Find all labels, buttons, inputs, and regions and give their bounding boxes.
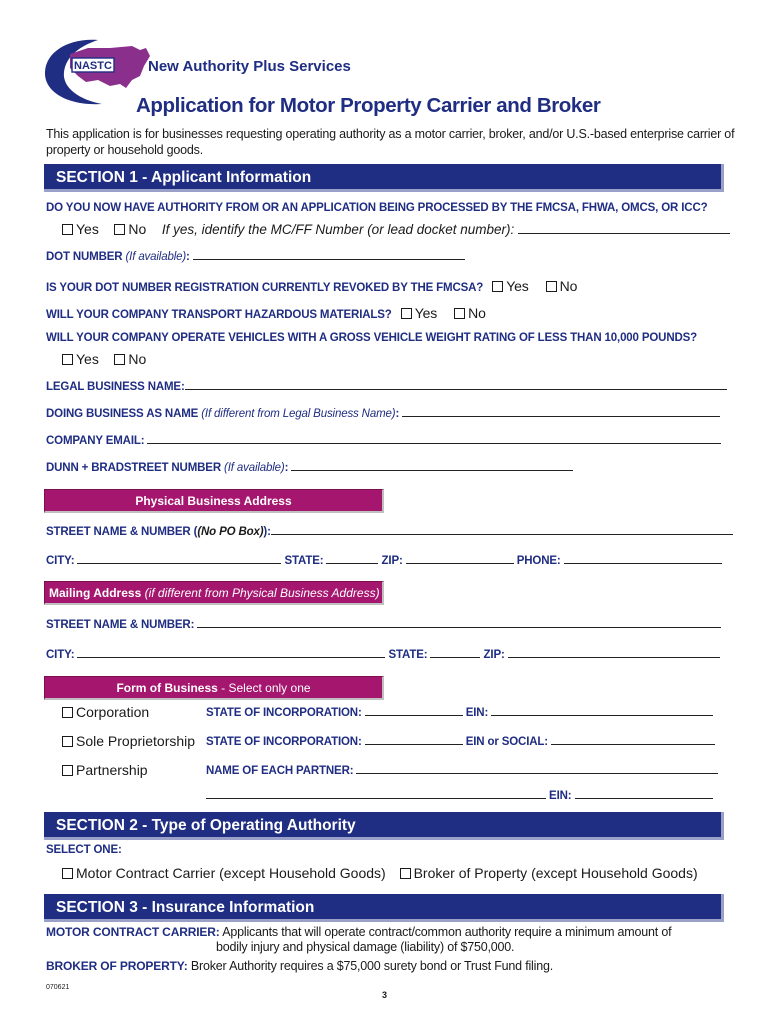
legal-name-field[interactable] <box>185 379 727 390</box>
corp-ein-field[interactable] <box>491 705 713 716</box>
dunn-field[interactable] <box>291 460 573 471</box>
authority-no-label: No <box>128 221 147 237</box>
email-field[interactable] <box>147 433 721 444</box>
carrier-option[interactable] <box>62 865 386 881</box>
revoked-yes-checkbox[interactable] <box>492 281 503 292</box>
gvwr-no-label: No <box>128 351 147 367</box>
physical-street-field[interactable] <box>271 524 733 535</box>
hazmat-yes-checkbox[interactable] <box>401 308 412 319</box>
partner-ein-field[interactable] <box>575 788 713 799</box>
physical-state-field[interactable] <box>326 553 378 564</box>
mailing-state-label: STATE: <box>388 649 428 661</box>
page-number: 3 <box>382 990 388 1000</box>
gvwr-yes-checkbox[interactable] <box>62 354 73 365</box>
mailing-address-bar <box>44 581 384 605</box>
mailing-address-note: (if different from Physical Business Address) <box>144 586 380 600</box>
dot-number-field[interactable] <box>193 249 465 260</box>
dunn-note: (If available) <box>224 462 285 474</box>
broker-option[interactable] <box>400 865 698 881</box>
form-of-business-bar <box>44 676 384 700</box>
partner-names-field-2[interactable] <box>206 788 546 799</box>
corp-state-inc-field[interactable] <box>365 705 463 716</box>
corp-ein-label: EIN: <box>465 707 489 719</box>
revoked-no-label: No <box>559 278 578 294</box>
mailing-address-title: Mailing Address <box>49 586 142 600</box>
authority-yes-label: Yes <box>76 221 99 237</box>
dunn-row: DUNN + BRADSTREET NUMBER (If available): <box>46 460 573 474</box>
hazmat-question: WILL YOUR COMPANY TRANSPORT HAZARDOUS MATERIALS? <box>46 309 392 321</box>
broker-insurance-line: Broker Authority requires a $75,000 surety bond or Trust Fund filing. <box>190 959 553 973</box>
dba-label: DOING BUSINESS AS NAME <box>46 408 199 420</box>
page-title: Application for Motor Property Carrier and Broker <box>136 94 601 117</box>
form-of-business-note: - Select only one <box>221 681 311 695</box>
revoked-no-checkbox[interactable] <box>546 281 557 292</box>
hazmat-no-label: No <box>468 305 486 321</box>
physical-phone-label: PHONE: <box>516 555 561 567</box>
hazmat-no-checkbox[interactable] <box>454 308 465 319</box>
revoked-yes-label: Yes <box>506 278 529 294</box>
mc-number-field[interactable] <box>518 223 730 234</box>
legal-name-row <box>46 379 727 393</box>
mailing-city-label: CITY: <box>46 649 75 661</box>
section-2-header: SECTION 2 - Type of Operating Authority <box>44 812 724 840</box>
revoked-question: IS YOUR DOT NUMBER REGISTRATION CURRENTLY REVOKED BY THE FMCSA? <box>46 282 484 294</box>
gvwr-yes-label: Yes <box>76 351 99 367</box>
section-1-header: SECTION 1 - Applicant Information <box>44 164 724 192</box>
corporation-fields <box>206 705 713 719</box>
partner-names-label: NAME OF EACH PARTNER: <box>206 765 354 777</box>
dot-number-label: DOT NUMBER <box>46 251 123 263</box>
broker-label: Broker of Property (except Household Goods) <box>413 865 698 881</box>
dunn-label: DUNN + BRADSTREET NUMBER <box>46 462 221 474</box>
authority-no-checkbox[interactable] <box>114 224 125 235</box>
sole-ein-social-field[interactable] <box>551 734 715 745</box>
gvwr-question: WILL YOUR COMPANY OPERATE VEHICLES WITH A GROSS VEHICLE WEIGHT RATING OF LESS THAN 10,000 POUNDS? <box>46 332 698 344</box>
dot-number-row: DOT NUMBER (If available): <box>46 249 465 263</box>
partnership-option[interactable] <box>62 762 148 778</box>
broker-checkbox[interactable] <box>400 868 411 879</box>
brand-name: New Authority Plus Services <box>148 58 351 75</box>
physical-zip-field[interactable] <box>406 553 514 564</box>
mailing-zip-label: ZIP: <box>483 649 505 661</box>
partner-names-field[interactable] <box>356 763 718 774</box>
intro-text: This application is for businesses requesting operating authority as a motor carrier, broker, and/or U.S.-based enterprise carrier of property or household goods. <box>46 127 735 157</box>
hazmat-row <box>46 305 486 321</box>
partner-ein-label: EIN: <box>549 790 572 802</box>
email-label: COMPANY EMAIL: <box>46 435 145 447</box>
partnership-label: Partnership <box>76 762 148 778</box>
physical-state-label: STATE: <box>284 555 324 567</box>
form-code: 070621 <box>46 984 70 991</box>
carrier-checkbox[interactable] <box>62 868 73 879</box>
sole-prop-label: Sole Proprietorship <box>76 733 196 749</box>
dba-note: (If different from Legal Business Name) <box>201 408 396 420</box>
section-3-header: SECTION 3 - Insurance Information <box>44 894 724 922</box>
authority-question: DO YOU NOW HAVE AUTHORITY FROM OR AN APPLICATION BEING PROCESSED BY THE FMCSA, FHWA, OMCS, OR ICC? <box>46 202 708 214</box>
mc-number-label: If yes, identify the MC/FF Number (or lead docket number): <box>161 222 515 237</box>
broker-insurance-label: BROKER OF PROPERTY: <box>46 959 188 973</box>
mailing-city-field[interactable] <box>77 647 385 658</box>
mailing-zip-field[interactable] <box>508 647 720 658</box>
carrier-insurance-label: MOTOR CONTRACT CARRIER: <box>46 925 220 939</box>
mailing-street-field[interactable] <box>197 617 721 628</box>
legal-name-label: LEGAL BUSINESS NAME: <box>46 381 185 393</box>
dba-field[interactable] <box>402 406 720 417</box>
corporation-option[interactable] <box>62 704 149 720</box>
partner-ein-row <box>206 788 713 802</box>
sole-ein-social-label: EIN or SOCIAL: <box>465 736 548 748</box>
select-one-label: SELECT ONE: <box>46 844 122 856</box>
corp-state-inc-label: STATE OF INCORPORATION: <box>206 707 362 719</box>
corporation-label: Corporation <box>76 704 150 720</box>
dot-number-note: (If available) <box>125 251 187 263</box>
mailing-city-row <box>46 647 720 661</box>
hazmat-yes-label: Yes <box>414 305 438 321</box>
physical-street-row: STREET NAME & NUMBER ((No PO Box)): <box>46 524 733 538</box>
carrier-label: Motor Contract Carrier (except Household Goods) <box>76 865 386 881</box>
physical-city-row <box>46 553 722 567</box>
physical-zip-label: ZIP: <box>381 555 403 567</box>
carrier-insurance-text <box>46 925 671 939</box>
partnership-checkbox[interactable] <box>62 765 73 776</box>
sole-state-inc-label: STATE OF INCORPORATION: <box>206 736 362 748</box>
corporation-checkbox[interactable] <box>62 707 73 718</box>
carrier-insurance-line-1: Applicants that will operate contract/common authority require a minimum amount of <box>222 925 672 939</box>
sole-prop-option[interactable] <box>62 733 195 749</box>
form-of-business-title: Form of Business <box>116 681 218 695</box>
physical-street-label: STREET NAME & NUMBER <box>46 526 191 538</box>
physical-phone-field[interactable] <box>564 553 722 564</box>
gvwr-no-checkbox[interactable] <box>114 354 125 365</box>
physical-city-field[interactable] <box>77 553 281 564</box>
authority-yes-checkbox[interactable] <box>62 224 73 235</box>
logo-text: NASTC <box>74 60 112 72</box>
sole-prop-checkbox[interactable] <box>62 736 73 747</box>
mailing-state-field[interactable] <box>430 647 480 658</box>
mailing-street-row <box>46 617 721 631</box>
carrier-insurance-line-2: bodily injury and physical damage (liability) of $750,000. <box>216 940 515 954</box>
authority-type-row <box>62 865 698 881</box>
physical-city-label: CITY: <box>46 555 75 567</box>
authority-answer-row <box>62 221 730 237</box>
gvwr-answer-row <box>62 351 146 367</box>
broker-insurance-text <box>46 959 553 973</box>
sole-prop-fields <box>206 734 715 748</box>
physical-street-note: (No PO Box) <box>197 526 264 538</box>
mailing-street-label: STREET NAME & NUMBER: <box>46 619 195 631</box>
sole-state-inc-field[interactable] <box>365 734 463 745</box>
email-row <box>46 433 721 447</box>
physical-address-bar: Physical Business Address <box>44 489 384 513</box>
revoked-row <box>46 278 577 294</box>
dba-row: DOING BUSINESS AS NAME (If different from Legal Business Name): <box>46 406 720 420</box>
partner-names-row <box>206 763 718 777</box>
